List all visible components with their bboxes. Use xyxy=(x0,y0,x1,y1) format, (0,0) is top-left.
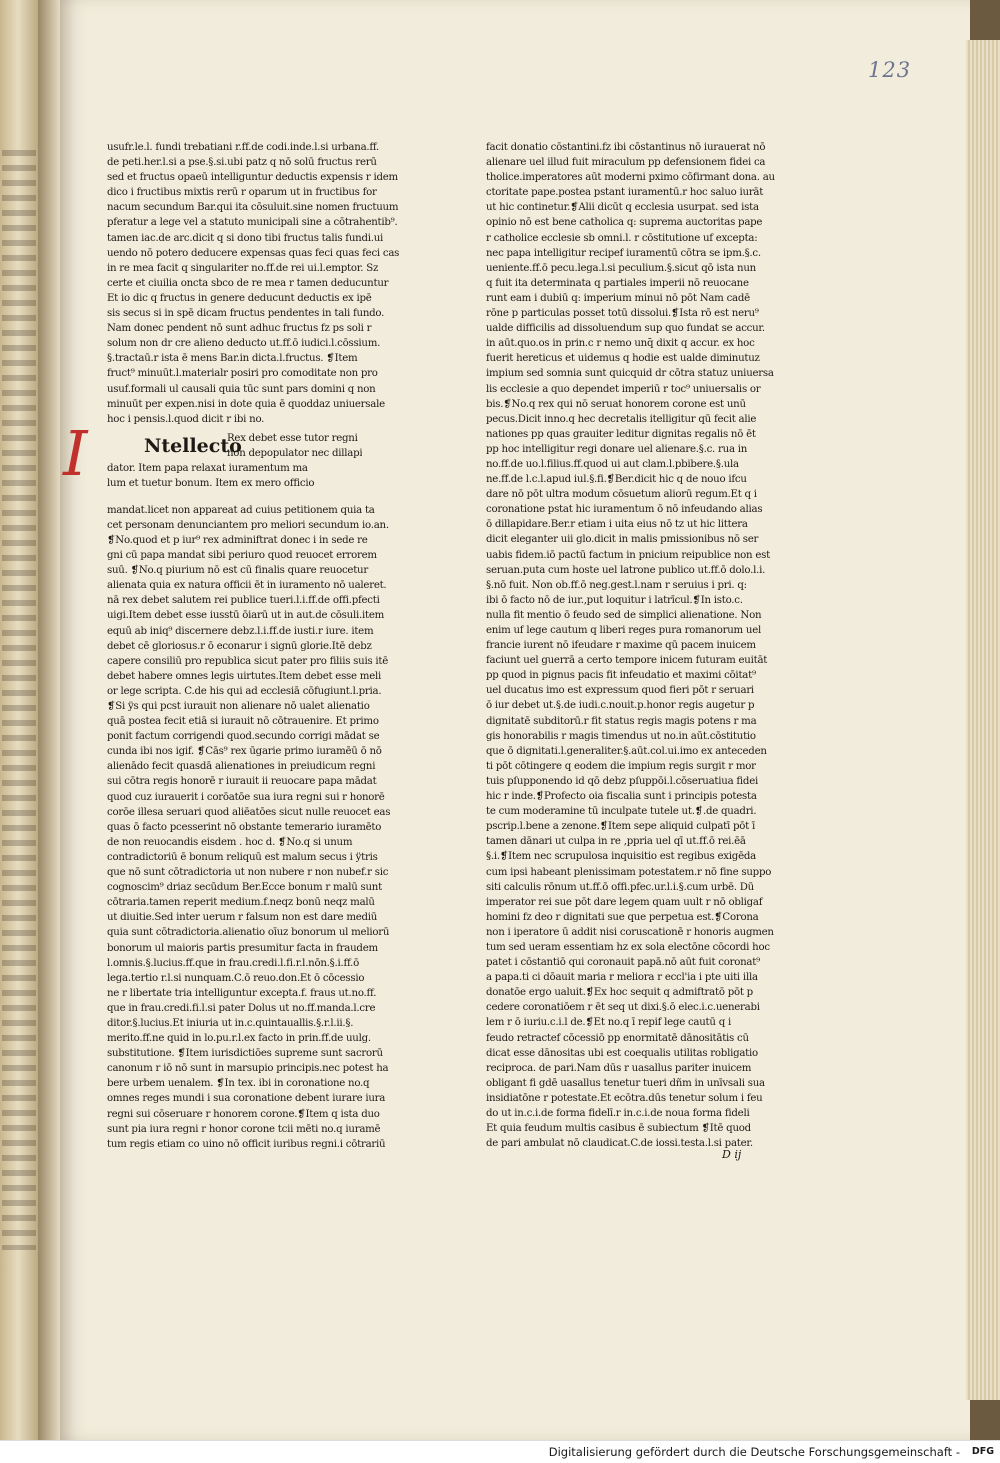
text-line: gni cū papa mandat sibi periuro quod reuocet errorem xyxy=(107,550,377,562)
text-line: homini fz deo r dignitati sue que perpetua est.❡Corona xyxy=(486,911,759,923)
text-line: tum regis etiam co uino nō officit iuribus regni.i cōtrariū xyxy=(107,1138,386,1150)
text-line: coronatione pstat hic iuramentum ō nō infeudando alias xyxy=(486,504,763,516)
page-fore-edge xyxy=(966,40,1000,1400)
text-line: fuerit hereticus et uidemus q hodie est ualde diminutuz xyxy=(486,353,760,365)
text-line: uigi.Item debet esse iusstū ōiarū ut in aut.de cōsuli.item xyxy=(107,610,385,622)
facing-page-edge xyxy=(0,0,40,1440)
text-line: cum ipsi habeant plenissimam potestatem.r nō fine suppo xyxy=(486,866,772,878)
text-line: certe et ciuilia oncta sbco de re mea r tamen deducuntur xyxy=(107,277,389,289)
initial-word: Ntellecto xyxy=(144,434,242,457)
text-line: que nō sunt cōtradictoria ut non nubere r non nubef.r sic xyxy=(107,867,389,879)
text-line: cōtraria.tamen reperit medium.f.neqz bonū neqz malū xyxy=(107,897,375,909)
text-line: alienādo fecit quasdā alienationes in preiudicum regni xyxy=(107,761,376,773)
text-line: or lege scripta. C.de his qui ad ecclesiā cōfugiunt.l.pria. xyxy=(107,685,382,697)
right-column-text xyxy=(486,140,788,1151)
text-line: hic r inde.❡Profecto oia fiscalia sunt i principis potesta xyxy=(486,791,757,803)
text-line: impium sed somnia sunt quicquid dr cōtra statuz uniuersa xyxy=(486,368,774,380)
text-line: a papa.ti ci dōauit maria r meliora r eccl'ia i pte uiti illa xyxy=(486,972,758,984)
text-line: ponit factum corrigendi quod.secundo corrigi mādat se xyxy=(107,731,380,743)
text-line: pferatur a lege vel a statuto municipali sine a cōtrahentib⁹. xyxy=(107,217,398,229)
right-column xyxy=(486,140,788,1151)
text-line: nec papa intelligitur recipef iuramentū cōtra se ipm.§.c. xyxy=(486,247,761,259)
text-line: ne.ff.de l.c.l.apud iul.§.fi.❡Ber.dicit hic q de nouo ifcu xyxy=(486,474,747,486)
text-line: feudo retractef cōcessiō pp enormitatē dānositātis cū xyxy=(486,1032,749,1044)
text-line: ti pōt cōtingere q eodem die impium regis surgit r mor xyxy=(486,760,756,772)
text-line: alienare uel illud fuit miraculum pp defensionem fidei ca xyxy=(486,157,766,169)
text-line: lis ecclesie a quo dependet imperiū r toc⁹ uniuersalis or xyxy=(486,383,761,395)
text-line: substitutione. ❡Item iurisdictiōes supreme sunt sacrorū xyxy=(107,1048,383,1060)
text-line: dare nō pōt ultra modum cōsuetum aliorū regum.Et q i xyxy=(486,489,757,501)
text-line: cunda ibi nos igif. ❡Cās⁹ rex ūgarie primo iuramēū ō nō xyxy=(107,746,382,758)
text-line: equū ab iniq⁹ discernere debz.l.i.ff.de iusti.r iure. item xyxy=(107,625,374,637)
text-line: ibi ō facto nō de iur.,put loquitur i latrīcul.❡In isto.c. xyxy=(486,594,743,606)
text-line: quas ō facto pcesserint nō obstante temerario iuramēto xyxy=(107,821,382,833)
text-line: §.nō fuit. Non ob.ff.ō neg.gest.l.nam r seruius i pri. q: xyxy=(486,579,747,591)
text-line: suū. ❡No.q piurium nō est cū finalis quare reuocetur xyxy=(107,565,368,577)
text-line: do ut in.c.i.de forma fidelī.r in.c.i.de noua forma fideli xyxy=(486,1108,750,1119)
text-line: quia sunt cōtradictoria.alienatio oīuz bonorum ul meliorū xyxy=(107,927,390,939)
text-line: de peti.her.l.si a pse.§.si.ubi patz q nō solū fructus rerū xyxy=(107,157,377,169)
text-line: dator. Item papa relaxat iuramentum ma xyxy=(107,462,308,474)
text-line: sis secus si in spē dicam fructus pendentes in tali fundo. xyxy=(107,308,385,320)
text-line: dicit eleganter uii glo.dicit in malis pmissionibus nō ser xyxy=(486,534,759,546)
text-line: tholice.imperatores aūt moderni pximo cōfirmant dona. au xyxy=(486,172,775,184)
text-line: tuis pſupponendo id qō debz pſuppōi.l.cōseruatiua fidei xyxy=(486,775,758,787)
text-line: que ō dignitati.l.generaliter.§.aūt.col.ui.imo ex anteceden xyxy=(486,745,767,757)
text-line: omnes reges mundi i sua coronatione debent iurare iura xyxy=(107,1093,386,1105)
text-line: pp hoc intelligitur regi donare uel alienare.§.c. rua in xyxy=(486,443,748,455)
text-line: gis honorabilis r magis timendus ut no.in aūt.cōstitutio xyxy=(486,730,756,742)
text-line: bonorum ul maioris partis presumitur facta in fraudem xyxy=(107,942,378,954)
text-line: nulla fit mentio ō feudo sed de simplici alienatione. Non xyxy=(486,609,762,621)
text-line: donatōe ergo ualuit.❡Ex hoc sequit q admiftratō pōt p xyxy=(486,987,753,999)
text-line: nationes pp quas grauiter leditur dignitas regalis nō ēt xyxy=(486,428,756,440)
text-line: ❡Si ÿs qui pcst iurauit non alienare nō ualet alienatio xyxy=(107,701,370,712)
text-line: ō dillapidare.Ber.r etiam i uita eius nō tz ut hic littera xyxy=(486,519,748,531)
rubricated-initial: I xyxy=(63,416,88,490)
text-line: in re mea facit q singulariter no.ff.de rei ui.l.emptor. Sz xyxy=(107,262,379,274)
text-line: ut diuitie.Sed inter uerum r falsum non est dare mediū xyxy=(107,912,378,924)
text-line: no.ff.de uo.l.filius.ff.quod ui aut clam.l.pbibere.§.ula xyxy=(486,458,739,470)
text-line: minuūt per expen.nisi in dote quia ē quoddaz uniuersale xyxy=(107,398,385,410)
text-line: ut hic continetur.❡Alii dicūt q ecclesia usurpat. sed ista xyxy=(486,202,759,214)
text-line: alienata quia ex natura officii ēt in iuramento nō ualeret. xyxy=(107,580,387,592)
text-line: Et io dic q fructus in genere deducunt deductis ex ipē xyxy=(107,292,372,304)
text-line: te cum moderamine tū inculpate tutele ut.❡.de quadri. xyxy=(486,806,757,818)
footer-bar xyxy=(0,1440,1000,1463)
text-line: usuf.formali ul causali quia tūc sunt pars domini q non xyxy=(107,383,376,395)
text-line: ctoritate pape.postea pstant iuramentū.r hoc saluo iurāt xyxy=(486,187,764,199)
text-line: lum et tuetur bonum. Item ex mero officio xyxy=(107,477,315,489)
text-line: tamen iac.de arc.dicit q si dono tibi fructus talis fundi.ui xyxy=(107,232,384,244)
text-line: faciunt uel guerrā a certo tempore inicem futuram euitāt xyxy=(486,655,768,667)
text-line: §.i.❡Item nec scrupulosa inquisitio est regibus exigēda xyxy=(486,851,756,863)
text-line: patet i cōstantiō qui coronauit papā.nō aūt fuit coronat⁹ xyxy=(486,957,760,969)
text-line: q fuit ita determinata q partiales imperii nō reuocane xyxy=(486,277,749,289)
text-line: insidiatōne r potestate.Et ecōtra.dūs tenetur solum i feu xyxy=(486,1092,763,1104)
text-line: corōe illesa seruari quod aliēatōes sicut nulle reuocet eas xyxy=(107,806,391,818)
text-line: pscrip.l.bene a zenone.❡Item sepe aliquid culpatī pōt ī xyxy=(486,821,755,833)
text-line: ualde difficilis ad dissoluendum sup quo fundat se accur. xyxy=(486,323,765,335)
text-line: capere consiliū pro republica sicut pater pro filiis suis itē xyxy=(107,655,389,667)
left-column xyxy=(63,140,409,1152)
left-column-bottom-text xyxy=(107,503,409,1152)
text-line: debet habere omnes legis uirtutes.Item debet esse meli xyxy=(107,670,382,682)
text-line: runt eam i dubiū q: imperium minui nō pōt Nam cadē xyxy=(486,292,750,304)
text-line: enim uf lege cautum q liberi reges pura romanorum uel xyxy=(486,625,762,636)
text-line: usufr.le.l. fundi trebatiani r.ff.de codi.inde.l.si urbana.ff. xyxy=(107,142,380,153)
text-line: obligant fi gdē uasallus tenetur tueri dñm in unīvsali sua xyxy=(486,1077,765,1089)
text-line: facit donatio cōstantini.fz ibi cōstantinus nō iurauerat nō xyxy=(486,142,766,153)
text-line: quod cuz iurauerit i corōatōe sua iura regni sui r honorē xyxy=(107,791,385,803)
text-line: ō iur debet ut.§.de iudi.c.nouit.p.honor regis augetur p xyxy=(486,700,755,712)
text-line: non depopulator nec dillapi xyxy=(227,447,363,459)
text-line: ueniente.ff.ō pecu.lega.l.si peculium.§.sicut qō ista nun xyxy=(486,262,756,274)
text-line: ditor.§.lucius.Et iniuria ut in.c.quintauallis.§.r.l.ii.§. xyxy=(107,1017,354,1029)
text-line: sed et fructus opaeū intelliguntur deductis expensis r idem xyxy=(107,172,398,184)
text-line: uendo nō potero deducere expensas quas feci quas feci cas xyxy=(107,247,400,259)
text-line: dico i fructibus mixtis rerū r oparum ut in fructibus for xyxy=(107,187,377,199)
text-line: non i iperatore ū addit nisi coruscationē r honoris augmen xyxy=(486,926,774,938)
text-line: dicat esse dānositas ubi est coequalis utilitas robligatio xyxy=(486,1047,758,1059)
text-line: cedere coronatiōem r ēt seq ut dixi.§.ō elec.i.c.uenerabi xyxy=(486,1002,760,1014)
text-line: ❡No.quod et p iur⁹ rex adminiftrat donec i in sede re xyxy=(107,534,368,546)
signature-mark: D ij xyxy=(722,1148,742,1161)
text-line: nacum secundum Bar.qui ita cōsuluit.sine nomen fructuum xyxy=(107,202,399,214)
text-line: solum non dr cre alieno deducto ut.ff.ō iudici.l.cōssium. xyxy=(107,338,381,350)
text-line: pp quod in pignus pacis fit infeudatio et maximi cōitat⁹ xyxy=(486,670,756,682)
text-line: hoc i pensis.l.quod dicit r ibi no. xyxy=(107,413,265,425)
text-line: pecus.Dicit inno.q hec decretalis itelligitur qū fecit alie xyxy=(486,413,757,425)
text-line: lega.tertio r.l.si nunquam.C.ō reuo.don.Et ō cōcessio xyxy=(107,972,365,984)
text-line: l.omnis.§.lucius.ff.que in frau.credi.l.fi.r.l.nōn.§.i.ff.ō xyxy=(107,957,360,969)
text-line: tum sed ueram essentiam hz ex sola electōne cōcordi hoc xyxy=(486,941,770,953)
text-line: Et quia feudum multis casibus ē subiectum ❡Itē quod xyxy=(486,1123,751,1135)
text-line: lem r ō iuriu.c.i.l de.❡Et no.q ī repif lege cautū q i xyxy=(486,1017,731,1029)
text-line: cognoscim⁹ driaz secūdum Ber.Ecce bonum r malū sunt xyxy=(107,882,382,894)
text-line: de pari ambulat nō claudicat.C.de iossi.testa.l.si pater. xyxy=(486,1138,753,1150)
text-line: imperator rei sue pōt dare legem quam uult r nō obligaf xyxy=(486,896,763,908)
text-line: de non reuocandis eisdem . hoc d. ❡No.q si unum xyxy=(107,836,353,848)
text-line: nā rex debet salutem rei publice tueri.l.i.ff.de offi.pfecti xyxy=(107,595,380,607)
text-line: ne r libertate tria intelliguntur excepta.f. fraus ut.no.ff. xyxy=(107,987,377,999)
text-line: cet personam denunciantem pro meliori secundum io.an. xyxy=(107,519,389,531)
text-line: uel ducatus imo est expressum quod fieri pōt r seruari xyxy=(486,685,754,697)
text-line: contradictoriū ē bonum reliquū est malum secus i ÿtris xyxy=(107,851,378,863)
footer-credit: Digitalisierung gefördert durch die Deutsche Forschungsgemeinschaft - xyxy=(548,1445,960,1459)
left-column-top-text xyxy=(107,140,409,427)
text-line: uabis fidem.iō pactū factum in pnicium reipublice non est xyxy=(486,549,770,561)
text-line: opinio nō est bene catholica q: suprema auctoritas pape xyxy=(486,217,763,229)
text-line: regni sui cōseruare r honorem corone.❡Item q ista duo xyxy=(107,1108,380,1120)
text-line: Nam donec pendent nō sunt adhuc fructus fz ps soli r xyxy=(107,323,372,335)
text-line: debet cē gloriosus.r ō econarur i signū glorie.Itē debz xyxy=(107,640,372,652)
text-line: fruct⁹ minuūt.l.materialr posiri pro comoditate non pro xyxy=(107,368,378,380)
text-line: bis.❡No.q rex qui nō seruat honorem corone est unū xyxy=(486,398,746,410)
text-line: §.tractaū.r ista ē mens Bar.in dicta.l.fructus. ❡Item xyxy=(107,353,358,365)
text-line: merito.ff.ne quid in lo.pu.r.l.ex facto in prin.ff.de uulg. xyxy=(107,1033,371,1045)
text-line: dignitatē subditorū.r fit status regis magis potens r ma xyxy=(486,715,757,727)
text-line: canonum r iō nō sunt in marsupio principis.nec potest ha xyxy=(107,1063,389,1075)
text-line: bere urbem uenalem. ❡In tex. ibi in coronatione no.q xyxy=(107,1078,370,1090)
text-line: francie iurent nō ifeudare r maxime qū pacem inuicem xyxy=(486,640,756,652)
text-line: sunt pia iura regni r honor corone tcii mēti no.q iuramē xyxy=(107,1123,381,1135)
text-line: quā postea fecit etiā si iurauit nō cōtrauenire. Et primo xyxy=(107,716,379,728)
text-line: Rex debet esse tutor regni xyxy=(227,432,358,444)
text-line: rōne p particulas posset totū dissolui.❡Ista rō est neru⁹ xyxy=(486,308,759,320)
dfg-logo: DFG xyxy=(971,1446,994,1457)
text-line: reciproca. de pari.Nam dūs r uasallus pariter inuicem xyxy=(486,1062,752,1074)
text-line: mandat.licet non appareat ad cuius petitionem quia ta xyxy=(107,504,375,516)
facing-page-text-bleed xyxy=(2,150,36,1250)
text-line: seruan.puta cum hoste uel latrone publico ut.ff.ō dolo.l.i. xyxy=(486,564,766,576)
text-line: que in frau.credi.fi.l.si pater Dolus ut no.ff.manda.l.cre xyxy=(107,1002,376,1014)
folio-number: 123 xyxy=(868,58,912,82)
text-line: r catholice ecclesie sb omni.l. r cōstitutione uf excepta: xyxy=(486,232,758,244)
text-line: in aūt.quo.os in prin.c r nemo unq̄ dixit q accur. ex hoc xyxy=(486,338,755,350)
text-line: tamen dānari ut culpa in re ,ppria uel qī ut.ff.ō rei.ēā xyxy=(486,836,746,848)
text-line: sui cōtra regis honorē r iurauit ii reuocare papa mādat xyxy=(107,776,377,788)
text-line: siti calculis rōnum ut.ff.ō offi.pfec.ur.l.i.§.cum urbē. Dū xyxy=(486,881,754,893)
